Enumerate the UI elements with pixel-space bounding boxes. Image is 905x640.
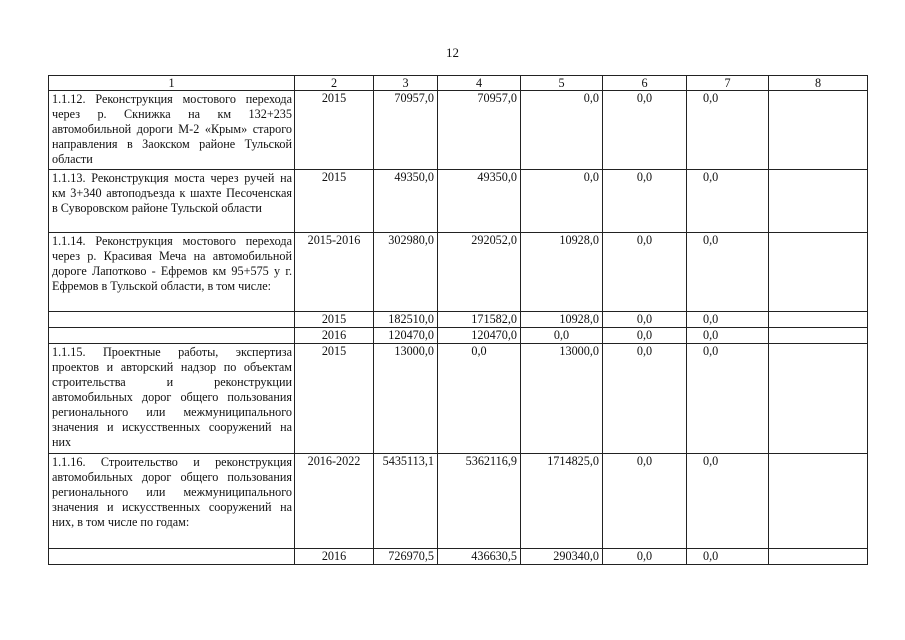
column-header: 4	[438, 76, 521, 91]
value-cell: 302980,0	[374, 233, 438, 312]
column-header: 7	[687, 76, 769, 91]
value-cell: 0,0	[687, 233, 769, 312]
item-name	[49, 328, 295, 344]
value-cell	[769, 454, 868, 549]
table-row	[49, 549, 868, 565]
value-cell: 120470,0	[374, 328, 438, 344]
value-cell: 726970,5	[374, 549, 438, 565]
item-name: 1.1.13. Реконструкция моста через ручей на км 3+340 автоподъезда к шахте Песоченская в Суворовском районе Тульской области	[49, 170, 295, 233]
item-name: 1.1.12. Реконструкция мостового перехода через р. Скнижка на км 132+235 автомобильной дороги М-2 «Крым» старого направления в Заокском районе Тульской области	[49, 91, 295, 170]
value-cell: 182510,0	[374, 312, 438, 328]
value-cell	[769, 312, 868, 328]
value-cell: 10928,0	[521, 233, 603, 312]
value-cell: 0,0	[603, 91, 687, 170]
value-cell: 0,0	[603, 170, 687, 233]
value-cell: 292052,0	[438, 233, 521, 312]
value-cell: 0,0	[687, 344, 769, 454]
value-cell: 290340,0	[521, 549, 603, 565]
value-cell: 49350,0	[438, 170, 521, 233]
value-cell: 0,0	[521, 91, 603, 170]
item-name: 1.1.15. Проектные работы, экспертиза проектов и авторский надзор по объектам строительства и реконструкции автомобильных дорог общего пользования регионального или межмуниципального значения и искусственных сооружений на них	[49, 344, 295, 454]
value-cell: 120470,0	[438, 328, 521, 344]
value-cell: 0,0	[603, 454, 687, 549]
table-row	[49, 312, 868, 328]
value-cell: 49350,0	[374, 170, 438, 233]
item-name	[49, 549, 295, 565]
value-cell: 0,0	[687, 91, 769, 170]
value-cell: 70957,0	[438, 91, 521, 170]
item-name: 1.1.14. Реконструкция мостового перехода через р. Красивая Меча на автомобильной дороге Лапотково - Ефремов км 95+575 у г. Ефремов в Тульской области, в том числе:	[49, 233, 295, 312]
value-cell: 0,0	[687, 549, 769, 565]
value-cell: 0,0	[603, 233, 687, 312]
table-row	[49, 91, 868, 170]
value-cell	[769, 91, 868, 170]
column-header: 2	[295, 76, 374, 91]
period-cell: 2015	[295, 170, 374, 233]
value-cell	[769, 170, 868, 233]
value-cell: 0,0	[687, 170, 769, 233]
value-cell: 0,0	[603, 312, 687, 328]
value-cell: 5362116,9	[438, 454, 521, 549]
item-name: 1.1.16. Строительство и реконструкция автомобильных дорог общего пользования регионального или межмуниципального значения и искусственных сооружений на них, в том числе по годам:	[49, 454, 295, 549]
value-cell: 1714825,0	[521, 454, 603, 549]
value-cell	[769, 328, 868, 344]
value-cell: 0,0	[603, 344, 687, 454]
table-row	[49, 344, 868, 454]
value-cell: 0,0	[438, 344, 521, 454]
column-header: 3	[374, 76, 438, 91]
value-cell: 171582,0	[438, 312, 521, 328]
period-cell: 2016	[295, 328, 374, 344]
table-row	[49, 170, 868, 233]
value-cell: 70957,0	[374, 91, 438, 170]
value-cell	[769, 344, 868, 454]
column-header: 1	[49, 76, 295, 91]
value-cell: 0,0	[687, 328, 769, 344]
value-cell: 0,0	[603, 549, 687, 565]
period-cell: 2015	[295, 344, 374, 454]
period-cell: 2016-2022	[295, 454, 374, 549]
value-cell: 13000,0	[374, 344, 438, 454]
page-number: 12	[446, 45, 459, 60]
table-row	[49, 233, 868, 312]
item-name	[49, 312, 295, 328]
column-header: 6	[603, 76, 687, 91]
value-cell: 5435113,1	[374, 454, 438, 549]
value-cell	[769, 233, 868, 312]
table-row	[49, 328, 868, 344]
value-cell: 0,0	[687, 454, 769, 549]
column-header: 8	[769, 76, 868, 91]
period-cell: 2015-2016	[295, 233, 374, 312]
header-row	[49, 76, 868, 91]
table-row	[49, 454, 868, 549]
value-cell: 0,0	[687, 312, 769, 328]
budget-table	[48, 75, 868, 565]
value-cell: 0,0	[521, 170, 603, 233]
value-cell: 10928,0	[521, 312, 603, 328]
period-cell: 2015	[295, 91, 374, 170]
column-header: 5	[521, 76, 603, 91]
value-cell: 13000,0	[521, 344, 603, 454]
period-cell: 2015	[295, 312, 374, 328]
value-cell	[769, 549, 868, 565]
value-cell: 0,0	[603, 328, 687, 344]
value-cell: 0,0	[521, 328, 603, 344]
value-cell: 436630,5	[438, 549, 521, 565]
period-cell: 2016	[295, 549, 374, 565]
